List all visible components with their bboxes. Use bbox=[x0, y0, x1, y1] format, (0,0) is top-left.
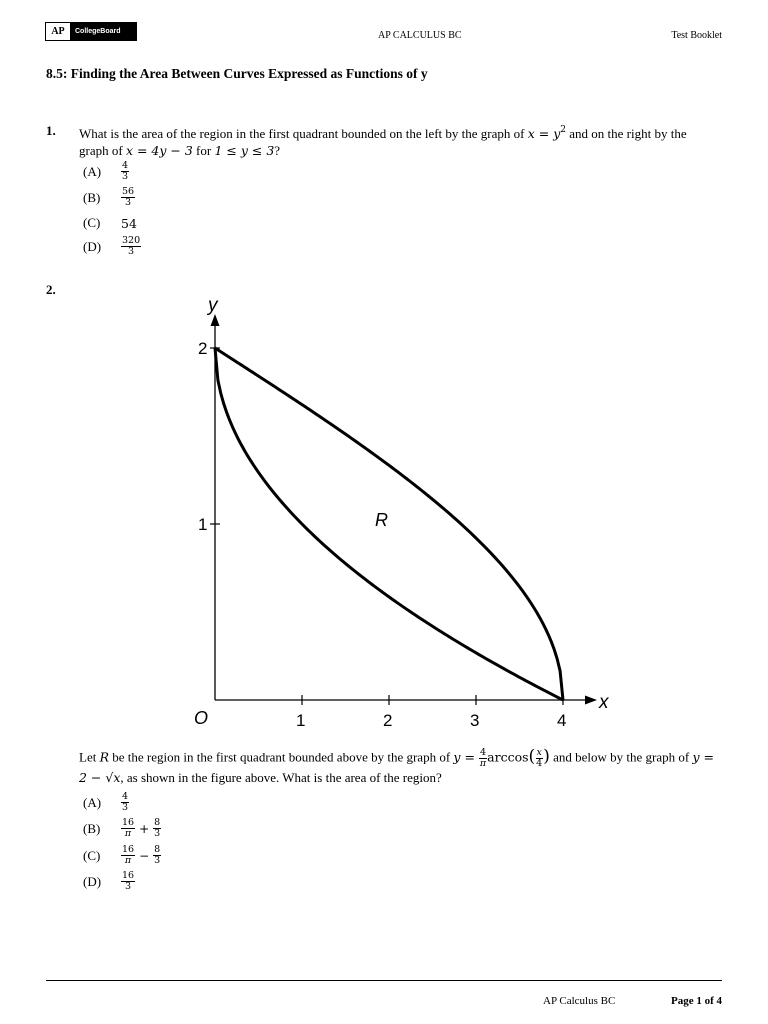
fraction-numerator: 8 bbox=[154, 817, 161, 828]
q2-region-symbol: R bbox=[99, 749, 109, 765]
q2-text-part: , as shown in the figure above. What is the area of the region? bbox=[120, 770, 442, 785]
lower-curve-sqrt bbox=[215, 348, 563, 700]
fraction-numerator: 16 bbox=[122, 817, 135, 828]
fraction-denominator: 3 bbox=[154, 828, 161, 839]
fraction-denominator: 3 bbox=[154, 855, 161, 866]
x-tick-label-3: 3 bbox=[470, 711, 480, 730]
fraction-denominator: 4 bbox=[536, 758, 543, 769]
upper-curve-arccos bbox=[215, 348, 563, 700]
choice-operator: − bbox=[139, 848, 150, 863]
q2-choice-d[interactable] bbox=[83, 871, 135, 892]
fraction-numerator: 4 bbox=[479, 747, 487, 758]
x-tick-label-1: 1 bbox=[296, 711, 306, 730]
fraction-denominator: 3 bbox=[122, 802, 129, 813]
q2-text-part: and below by the graph of bbox=[549, 749, 693, 765]
q2-choice-b[interactable] bbox=[83, 818, 161, 839]
choice-fraction bbox=[153, 845, 161, 866]
fraction-denominator: π bbox=[124, 855, 132, 866]
q1-text-part: for bbox=[192, 143, 215, 158]
footer-divider bbox=[46, 980, 722, 981]
q2-upper-function: arccos bbox=[487, 749, 529, 765]
fraction-numerator: 8 bbox=[154, 844, 161, 855]
graph-axes bbox=[211, 314, 598, 705]
header-booklet: Test Booklet bbox=[671, 30, 722, 41]
y-tick-label-1: 1 bbox=[198, 515, 208, 534]
question-1-number: 1. bbox=[46, 123, 56, 138]
q1-equation-parabola: x = y bbox=[527, 126, 561, 141]
region-label: R bbox=[375, 510, 388, 530]
fraction-denominator: 3 bbox=[122, 171, 129, 182]
section-title: 8.5: Finding the Area Between Curves Expressed as Functions of y bbox=[46, 66, 428, 81]
choice-label: (D) bbox=[83, 238, 102, 254]
q2-text-part: be the region in the first quadrant bounded above by the graph of bbox=[109, 749, 454, 765]
paren-close: ) bbox=[543, 746, 550, 767]
q2-upper-eq-lhs: y = bbox=[453, 749, 479, 765]
y-axis-label: y bbox=[208, 295, 218, 316]
q1-text-part: and on the right by the graph of bbox=[79, 126, 687, 158]
x-tick-label-2: 2 bbox=[383, 711, 393, 730]
choice-label: (A) bbox=[83, 163, 102, 179]
fraction-denominator: 3 bbox=[125, 881, 132, 892]
fraction-denominator: π bbox=[124, 828, 132, 839]
q2-upper-coefficient bbox=[479, 748, 487, 769]
x-axis-arrow bbox=[585, 696, 597, 705]
collegeboard-logo-text: CollegeBoard bbox=[71, 23, 136, 40]
choice-label: (D) bbox=[83, 873, 102, 889]
choice-label: (C) bbox=[83, 847, 101, 863]
fraction-numerator: 16 bbox=[122, 844, 135, 855]
fraction-numerator: 4 bbox=[122, 791, 129, 802]
choice-fraction bbox=[121, 818, 135, 839]
fraction-denominator: 3 bbox=[128, 246, 135, 257]
choice-fraction bbox=[121, 792, 129, 813]
choice-label: (A) bbox=[83, 794, 102, 810]
fraction-numerator: x bbox=[536, 747, 542, 758]
q1-text-part: ? bbox=[274, 143, 281, 158]
x-tick-label-4: 4 bbox=[557, 711, 567, 730]
question-2-text bbox=[79, 748, 719, 786]
choice-fraction bbox=[121, 871, 135, 892]
choice-label: (B) bbox=[83, 820, 101, 836]
choice-label: (B) bbox=[83, 189, 101, 205]
q2-text-part: Let bbox=[79, 749, 100, 765]
q1-text-part: What is the area of the region in the first quadrant bounded on the left by the graph of bbox=[79, 126, 528, 141]
fraction-numerator: 320 bbox=[122, 235, 141, 246]
fraction-numerator: 4 bbox=[122, 160, 129, 171]
q1-equation-exponent: 2 bbox=[560, 125, 566, 135]
ap-logo-mark: AP bbox=[46, 23, 71, 40]
fraction-numerator: 56 bbox=[122, 186, 135, 197]
q1-equation-bounds: 1 ≤ y ≤ 3 bbox=[214, 143, 275, 158]
choice-value: 54 bbox=[121, 215, 137, 231]
y-tick-label-2: 2 bbox=[198, 339, 208, 358]
origin-label: O bbox=[194, 708, 209, 728]
question-2-number: 2. bbox=[46, 282, 56, 297]
q2-choice-a[interactable] bbox=[83, 792, 129, 813]
fraction-denominator: 3 bbox=[125, 197, 132, 208]
choice-fraction bbox=[121, 845, 135, 866]
choice-label: (C) bbox=[83, 215, 101, 230]
footer-page-number: Page 1 of 4 bbox=[670, 995, 722, 1007]
q2-upper-argument bbox=[535, 748, 543, 769]
q2-lower-equation: y = 2 − √x bbox=[79, 749, 714, 785]
choice-operator: + bbox=[139, 821, 150, 836]
fraction-denominator: π bbox=[479, 758, 487, 769]
header-course: AP CALCULUS BC bbox=[378, 30, 462, 41]
q2-choice-c[interactable] bbox=[83, 845, 161, 866]
choice-fraction bbox=[153, 818, 161, 839]
fraction-numerator: 16 bbox=[122, 870, 135, 881]
x-axis-label: x bbox=[599, 692, 609, 713]
paren-open: ( bbox=[528, 746, 536, 767]
footer-course: AP Calculus BC bbox=[543, 995, 616, 1007]
q1-equation-line: x = 4y − 3 bbox=[125, 143, 193, 158]
